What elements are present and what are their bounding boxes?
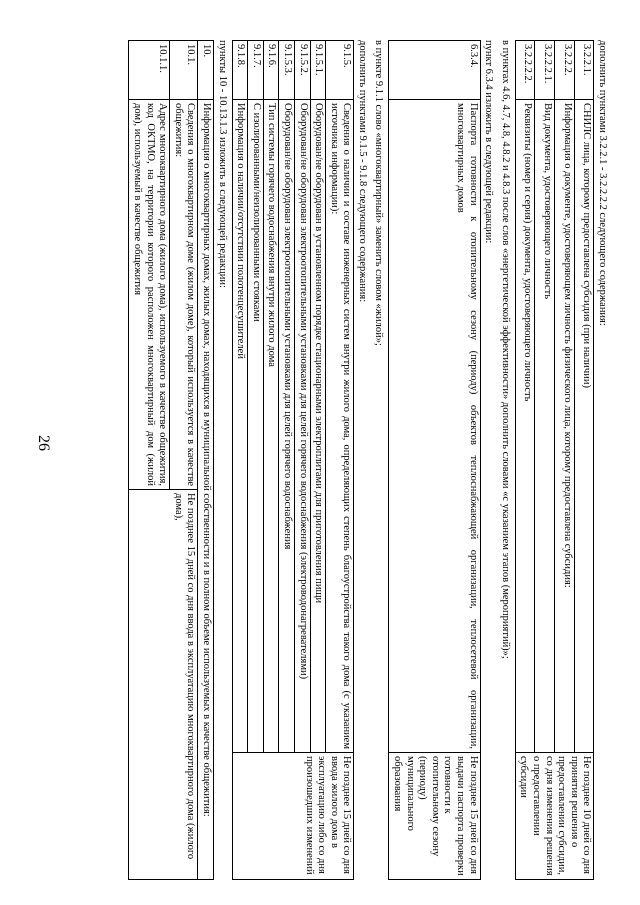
instruction: в пункте 9.1.1 слово «многоквартирный» заменить словом «жилой»; [373,40,385,346]
item-number: 3.2.2.2.1. [535,41,555,100]
instruction: дополнить пунктами 3.2.2.1 - 3.2.2.2.2 следующего содержания: [597,40,608,326]
item-number: 9.1.8. [232,41,248,100]
item-deadline: Не позднее 15 дней со дня ввода жилого дома в эксплуатацию либо со дня произошедших изменений [232,753,354,880]
item-text: Сведения о наличии и составе инженерных систем внутри жилого дома, определяющих степень благоустройства такого дома (с указанием источника информации): [326,100,354,753]
amendment-table [515,40,595,880]
table-row [326,41,354,880]
item-text: СНИЛС лица, которому предоставлена субсидия (при наличии) [574,100,594,753]
item-text: Паспорта готовности к отопительному сезону (периоду) объектов теплоснабжающей организации, теплосетевой организации, многоквартирных домов [389,100,480,753]
item-text: Оборудован/не оборудован в установленном порядке стационарными электроплитами для приготовления пищи [310,100,326,753]
item-text: Сведения о многоквартирном доме (жилом доме), который используется в качестве общежития: [170,100,198,490]
item-number: 10. [198,41,214,100]
table-row [574,41,594,880]
item-number: 9.1.7. [248,41,264,100]
document-body [52,40,612,880]
item-number: 10.1. [170,41,198,100]
item-text: Оборудован/не оборудован электроотопительными установками для целей горячего водоснабжения [279,100,295,753]
amendment-table [389,40,481,880]
item-number: 9.1.6. [263,41,279,100]
item-number: 3.2.2.1. [574,41,594,100]
instruction: пункты 10 - 10.13.1.3 изложить в следующей редакции: [216,40,228,288]
item-deadline: Не позднее 10 дней со дня принятия решения о предоставлении субсидии, со дня изменения решения о предоставлении субсидии [515,753,594,880]
item-number: 9.1.5.3. [279,41,295,100]
instruction: дополнить пунктами 9.1.5 - 9.1.8 следующего содержания: [356,40,368,303]
instruction: в пунктах 4.6, 4.7, 4.8, 4.8.2 и 4.8.3 после слов «энергетической эффективности» дополнить словами «с указанием этапов (мероприятий)»; [499,40,511,659]
item-deadline: Не позднее 15 дней со дня ввода в эксплуатацию многоквартирного дома (жилого дома), [129,490,198,880]
instruction: пункт 6.3.4 изложить в следующей редакции: [483,40,495,244]
item-text: Оборудован/не оборудован электроотопительными установками для целей горячего водоснабжения (электроводонагревателями) [294,100,310,753]
item-number: 9.1.5.2. [294,41,310,100]
item-text: Информация о документе, удостоверяющем личность физического лица, которому предоставлена субсидия: [555,100,575,753]
item-text: Адрес многоквартирного дома (жилого дома), используемого в качестве общежития, код ОКТМО, на территории которого расположен многоквартирный дом (жилой дом), используемый в качестве общежития [129,100,170,490]
page-number: 26 [35,435,52,451]
table-row [170,41,198,880]
table-row [389,41,480,880]
item-text: Информация о наличии/отсутствии полотенцесушителей [232,100,248,753]
amendment-table [128,40,214,880]
item-deadline: Не позднее 15 дней со дня выдачи паспорта проверки готовности к отопительному сезону (периоду) муниципального образования [389,753,480,880]
item-number: 9.1.5. [326,41,354,100]
item-number: 9.1.5.1. [310,41,326,100]
amendment-table [232,40,355,880]
item-number: 6.3.4. [389,41,480,100]
item-number: 3.2.2.2. [555,41,575,100]
item-text: Тип системы горячего водоснабжения внутри жилого дома [263,100,279,753]
item-text: С изолированными/неизолированными стояками [248,100,264,753]
item-text: Реквизиты (номер и серия) документа, удостоверяющего личность [515,100,535,753]
item-number: 10.1.1. [129,41,170,100]
item-text: Информация о многоквартирных домах, жилых домах, находящихся в муниципальной собственности и в полном объеме используемых в качестве общежития: [198,100,214,880]
item-number: 3.2.2.2.2. [515,41,535,100]
table-row [198,41,214,880]
item-text: Вид документа, удостоверяющего личность [535,100,555,753]
